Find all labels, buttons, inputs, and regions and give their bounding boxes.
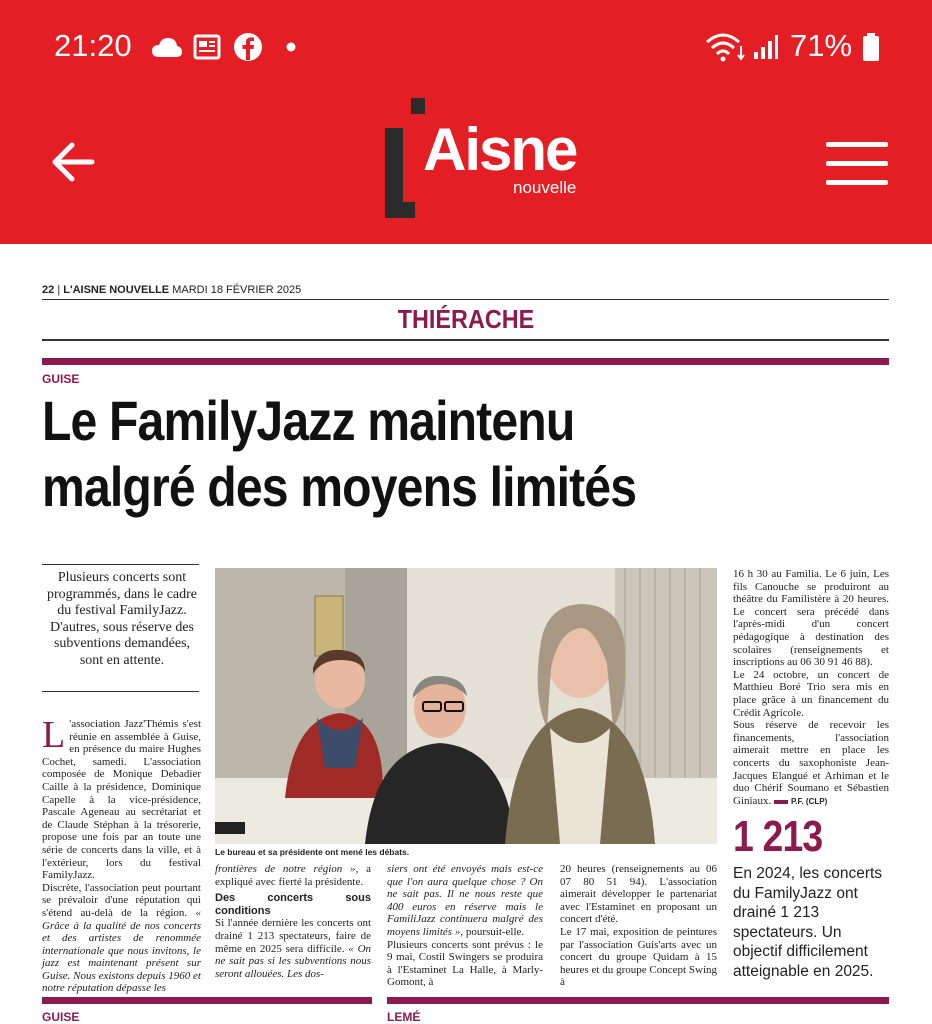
- next-article-kicker: GUISE: [42, 1010, 80, 1024]
- article-subhead: Des concerts sous conditions: [215, 892, 371, 917]
- article-kicker: GUISE: [42, 372, 80, 386]
- status-time: 21:20: [54, 28, 132, 63]
- logo-text: Aisne: [423, 116, 577, 183]
- logo-subtext: nouvelle: [513, 178, 577, 197]
- article-column-1: L 'association Jazz'Thémis s'est réunie en assemblée à Guise, en présence du maire Hughes Cochet, samedi. L'association composée de Monique Debadier Caille à la présidence, Dominique Capelle à la vice-présidence, Pascale Ageneau au secrétariat et de Claude Stéphan à la trésorerie, propose une fois par an toute une série de concerts dans la ville, et à l'extérieur, lors du festival FamilyJazz. Discrète, l'association peut pourtant se prévaloir d'une réputation qui s'étend au-delà de la région. « Grâce à la qualité de nos concerts et des artistes de renommée internationale que nous invitons, le jazz est maintenant présent sur Guise. Nous existons depuis 1960 et notre réputation dépasse les: [42, 714, 201, 995]
- paper-name: L'AISNE NOUVELLE: [63, 284, 170, 296]
- article-column-4: 20 heures (renseignements au 06 07 80 51 94). L'association aimerait développer le partenariat avec l'Estaminet en proposant un concert d'été. Le 17 mai, exposition de peintures par l'association Guis'arts avec un concert du groupe Quidam à 15 heures et du groupe Concept Swing à: [560, 863, 717, 989]
- article-column-3: siers ont été envoyés mais est-ce que l'on aura quelque chose ? On ne sait pas. Il ne nous reste que 400 euros en réserve mais le FamiliJazz continuera malgré des moyens limités », poursuit-elle. Plusieurs concerts sont prévus : le 9 mai, Costil Swingers se produira à l'Estaminet La Halle, à Marly-Gomont, à: [387, 863, 543, 989]
- facebook-icon: [232, 30, 264, 64]
- photo-image: [215, 568, 717, 844]
- article-lead: Plusieurs concerts sont programmés, dans le cadre du festival FamilyJazz. D'autres, sous réserve des subventions demandées, sont en attente.: [46, 570, 198, 668]
- article-headline: Le FamilyJazz maintenu malgré des moyens limités: [42, 389, 637, 518]
- news-icon: [192, 30, 222, 64]
- drop-cap: L: [42, 714, 66, 756]
- signal-icon: [752, 30, 780, 64]
- next-article-band: [387, 997, 889, 1004]
- menu-button[interactable]: [826, 142, 892, 188]
- battery-icon: [860, 30, 882, 64]
- article-signature: P.F. (CLP): [774, 797, 827, 806]
- dot-icon: [284, 30, 298, 64]
- photo-caption: Le bureau et sa présidente ont mené les débats.: [215, 847, 410, 857]
- hamburger-icon: [826, 142, 888, 147]
- status-bar: [0, 0, 932, 96]
- cloud-icon: [150, 30, 184, 64]
- article-column-5: 16 h 30 au Familia. Le 6 juin, Les fils Canouche se produiront au théâtre du Familistère à 20 heures. Le concert sera précédé dans l'après-midi d'un concert pédagogique à destination des scolaires (renseignements et inscriptions au 06 30 91 46 88). Le 24 octobre, un concert de Matthieu Boré Trio sera mis en place grâce à un financement du Crédit Agricole. Sous réserve de recevoir les financements, l'association aimerait mettre en place les concerts du saxophoniste Jean-Jacques Elangué et Arhiman et le duo Chérif Soumano et Sébastien Giniaux. P.F. (CLP): [733, 568, 889, 807]
- section-band: [42, 358, 889, 365]
- next-article-kicker: LEMÉ: [387, 1010, 421, 1024]
- newspaper-page[interactable]: [0, 244, 932, 1024]
- site-logo[interactable]: [385, 98, 595, 222]
- section-title: THIÉRACHE: [397, 304, 535, 334]
- page-number: 22: [42, 284, 55, 296]
- next-article-band: [42, 997, 372, 1004]
- article-photo[interactable]: [215, 568, 717, 844]
- app-header: [0, 0, 932, 244]
- article-column-2: frontières de notre région », a expliqué avec fierté la présidente. Des concerts sous conditions Si l'année dernière les concerts ont drainé 1 213 spectateurs, faire de même en 2025 sera difficile. « On ne sait pas si les subventions nous seront allouées. Les dos-: [215, 863, 372, 980]
- key-figure-text: En 2024, les concerts du FamilyJazz ont drainé 1 213 spectateurs. Un objectif difficilement atteignable en 2025.: [733, 865, 883, 980]
- key-figure: 1 213: [733, 812, 823, 861]
- issue-date: MARDI 18 FÉVRIER 2025: [172, 284, 302, 296]
- wifi-icon: [704, 30, 748, 64]
- page-folio: 22 | L'AISNE NOUVELLE MARDI 18 FÉVRIER 2025: [42, 284, 302, 296]
- back-button[interactable]: [48, 136, 100, 188]
- arrow-left-icon: [48, 136, 100, 188]
- logo-mark: [411, 98, 425, 114]
- app-bar: [0, 96, 932, 244]
- battery-percent: 71%: [790, 28, 853, 63]
